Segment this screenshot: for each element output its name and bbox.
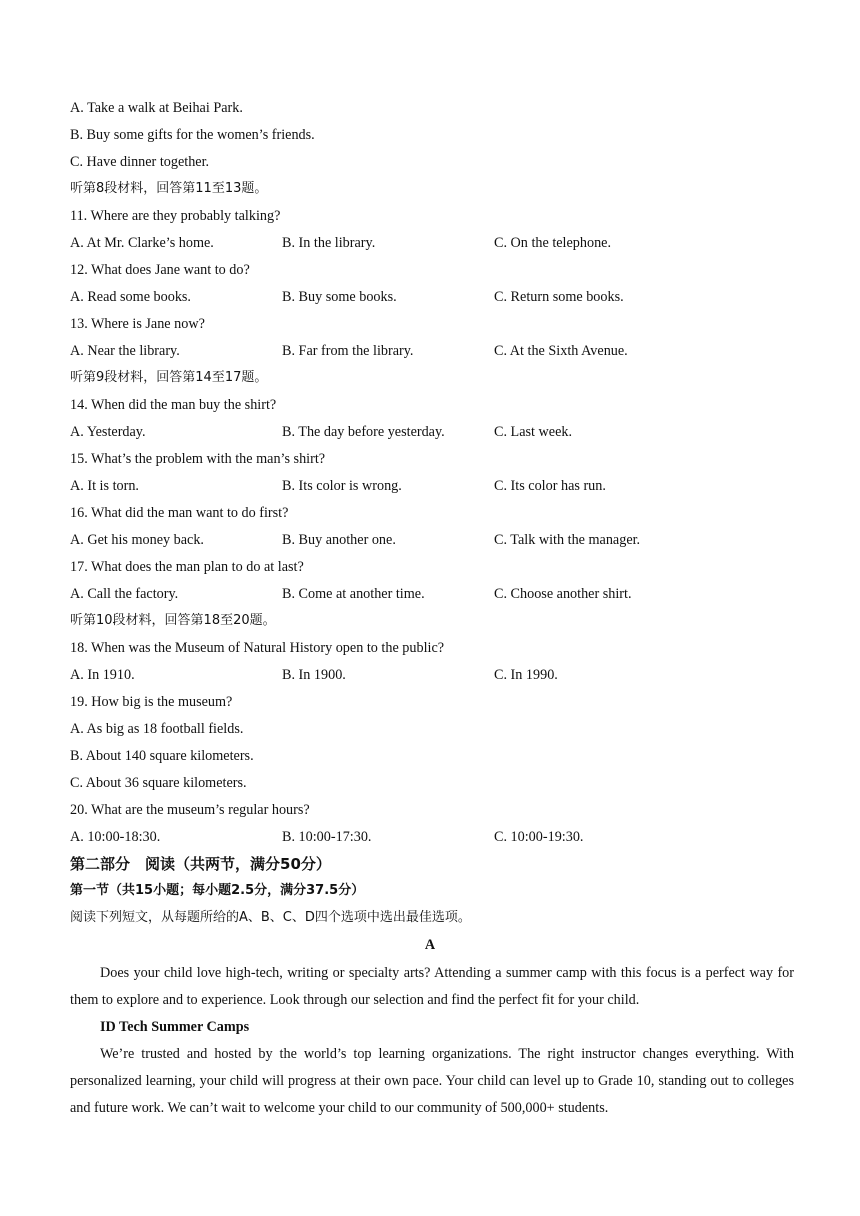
q13-option-c: C. At the Sixth Avenue. — [494, 343, 628, 359]
q20-option-c: C. 10:00-19:30. — [494, 829, 584, 845]
q15-option-a: A. It is torn. — [70, 478, 139, 494]
camp-body-paragraph: We’re trusted and hosted by the world’s top learning organizations. The right instructor changes everything. With personalized learning, your child will progress at their own pace. Your child can level up to Grade 10, standing out to colleges and future work. We can’t wait to welcome your child to our community of 500,000+ students. — [70, 1046, 794, 1116]
section-8-instruction: 听第8段材料，回答第11至13题。 — [70, 181, 268, 196]
q17-option-a: A. Call the factory. — [70, 586, 179, 602]
q10-option-c: C. Have dinner together. — [70, 154, 210, 170]
question-15: 15. What’s the problem with the man’s shirt? — [70, 451, 326, 467]
question-11: 11. Where are they probably talking? — [70, 208, 281, 224]
question-17: 17. What does the man plan to do at last? — [70, 559, 304, 575]
q20-option-b: B. 10:00-17:30. — [282, 829, 372, 845]
question-20: 20. What are the museum’s regular hours? — [70, 802, 310, 818]
part-2-section-1-heading: 第一节（共15小题；每小题2.5分，满分37.5分） — [70, 883, 365, 898]
q14-option-b: B. The day before yesterday. — [282, 424, 445, 440]
passage-intro-paragraph: Does your child love high-tech, writing or specialty arts? Attending a summer camp with this focus is a perfect way for them to explore and to experience. Look through our selection and find the perfect fit for your child. — [70, 965, 794, 1008]
question-15-options — [70, 477, 770, 495]
question-14-options — [70, 423, 770, 441]
q11-option-b: B. In the library. — [282, 235, 376, 251]
question-20-options — [70, 828, 770, 846]
question-18-options — [70, 666, 770, 684]
question-12: 12. What does Jane want to do? — [70, 262, 250, 278]
q16-option-c: C. Talk with the manager. — [494, 532, 641, 548]
q19-option-a: A. As big as 18 football fields. — [70, 721, 244, 737]
section-10-instruction: 听第10段材料，回答第18至20题。 — [70, 613, 276, 628]
question-11-options — [70, 234, 770, 252]
q12-option-b: B. Buy some books. — [282, 289, 397, 305]
q20-option-a: A. 10:00-18:30. — [70, 829, 161, 845]
q18-option-c: C. In 1990. — [494, 667, 558, 683]
q17-option-c: C. Choose another shirt. — [494, 586, 632, 602]
q14-option-c: C. Last week. — [494, 424, 573, 440]
q17-option-b: B. Come at another time. — [282, 586, 425, 602]
q18-option-a: A. In 1910. — [70, 667, 135, 683]
q19-option-b: B. About 140 square kilometers. — [70, 748, 254, 764]
question-17-options — [70, 585, 770, 603]
q16-option-a: A. Get his money back. — [70, 532, 204, 548]
question-19: 19. How big is the museum? — [70, 694, 233, 710]
q10-option-a: A. Take a walk at Beihai Park. — [70, 100, 243, 116]
section-9-instruction: 听第9段材料，回答第14至17题。 — [70, 370, 268, 385]
q11-option-a: A. At Mr. Clarke’s home. — [70, 235, 214, 251]
q15-option-c: C. Its color has run. — [494, 478, 606, 494]
q12-option-a: A. Read some books. — [70, 289, 191, 305]
q16-option-b: B. Buy another one. — [282, 532, 396, 548]
camp-title: ID Tech Summer Camps — [100, 1019, 250, 1035]
question-16: 16. What did the man want to do first? — [70, 505, 289, 521]
q12-option-c: C. Return some books. — [494, 289, 624, 305]
q15-option-b: B. Its color is wrong. — [282, 478, 402, 494]
question-18: 18. When was the Museum of Natural History open to the public? — [70, 640, 445, 656]
question-16-options — [70, 531, 770, 549]
q14-option-a: A. Yesterday. — [70, 424, 146, 440]
passage-label: A — [424, 937, 436, 953]
q13-option-b: B. Far from the library. — [282, 343, 414, 359]
q18-option-b: B. In 1900. — [282, 667, 346, 683]
part-2-title: 第二部分 阅读（共两节，满分50分） — [70, 855, 331, 873]
q13-option-a: A. Near the library. — [70, 343, 180, 359]
q11-option-c: C. On the telephone. — [494, 235, 612, 251]
q19-option-c: C. About 36 square kilometers. — [70, 775, 247, 791]
reading-instruction: 阅读下列短文，从每题所给的A、B、C、D四个选项中选出最佳选项。 — [70, 910, 471, 925]
q10-option-b: B. Buy some gifts for the women’s friends. — [70, 127, 315, 143]
question-14: 14. When did the man buy the shirt? — [70, 397, 277, 413]
question-13: 13. Where is Jane now? — [70, 316, 205, 332]
question-12-options — [70, 288, 770, 306]
question-13-options — [70, 342, 770, 360]
